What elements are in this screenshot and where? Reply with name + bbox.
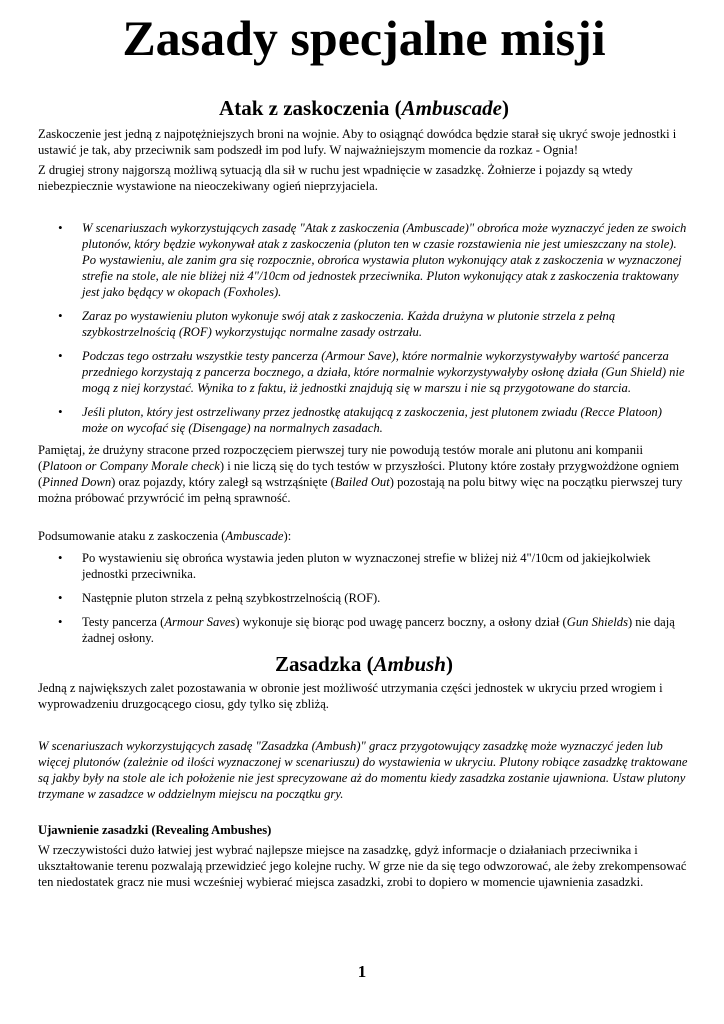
revealing-ambushes-heading: Ujawnienie zasadzki (Revealing Ambushes): [38, 823, 272, 837]
list-item: • Zaraz po wystawieniu pluton wykonuje swój atak z zaskoczenia. Każda drużyna w plutonie strzela z pełną szybkostrzelnością (ROF) wykorzystując normalne zasady ostrzału.: [58, 309, 616, 339]
list-item: • Jeśli pluton, który jest ostrzeliwany przez jednostkę atakującą z zaskoczenia, jest plutonem zwiadu (Recce Platoon) może on wycofać się (Disengage) na normalnych zasadach.: [58, 405, 662, 435]
section-heading-ambush: Zasadzka (Ambush): [275, 652, 453, 676]
morale-paragraph: Pamiętaj, że drużyny stracone przed rozpoczęciem pierwszej tury nie powodują testów morale ani plutonu ani kompanii (Platoon or Company Morale check) i nie liczą się do tych testów w przyszłości. Plutony które zostały przygwożdżone ogniem (Pinned Down) oraz pojazdy, który zaległ są wstrząśnięte (Bailed Out) pozostają na polu bitwy więc na początku pierwszej tury można próbować przywrócić im pełną sprawność.: [38, 443, 683, 505]
list-item: • Podczas tego ostrzału wszystkie testy pancerza (Armour Save), które normalnie wykorzystywałyby wartość pancerza przedniego korzystają z pancerza bocznego, a działa, które normalnie wykorzystywałyby osłonę działa (Gun Shield) nie mogą z niej korzystać. Wynika to z faktu, iż jednostki znajdują się w marszu i nie są przygotowane do starcia.: [58, 349, 685, 395]
revealing-ambushes-body: W rzeczywistości dużo łatwiej jest wybrać najlepsze miejsce na zasadzkę, gdyż informacje o działaniach przeciwnika i ukształtowanie terenu pozwalają przewidzieć jego kolejne ruchy. W grze nie da się tego odwzorować, ale żeby zrekompensować ten niedostatek gracz nie musi wcześniej wybierać miejsca zasadzki, zrobi to dopiero w momencie ujawnienia zasadzki.: [38, 843, 687, 889]
ambush-intro: Jedną z największych zalet pozostawania w obronie jest możliwość utrzymania części jednostek w ukryciu przed wrogiem i wyprowadzeniu druzgocącego ciosu, gdy tylko się zbliżą.: [38, 681, 663, 711]
list-item: • Testy pancerza (Armour Saves) wykonuje się biorąc pod uwagę pancerz boczny, a osłony dział (Gun Shields) nie dają żadnej osłony.: [58, 615, 675, 645]
list-item: • Następnie pluton strzela z pełną szybkostrzelnością (ROF).: [58, 591, 381, 605]
page-number: 1: [357, 962, 367, 981]
ambuscade-rules-list: [38, 220, 690, 436]
list-item: • Po wystawieniu się obrońca wystawia jeden pluton w wyznaczonej strefie w bliżej niż 4"/10cm od jakiejkolwiek jednostki przeciwnika.: [58, 551, 651, 581]
summary-heading: Podsumowanie ataku z zaskoczenia (Ambuscade):: [38, 529, 292, 543]
section-heading-ambuscade: Atak z zaskoczenia (Ambuscade): [219, 96, 509, 120]
summary-list: [38, 550, 690, 646]
ambush-rule: W scenariuszach wykorzystujących zasadę "Zasadzka (Ambush)" gracz przygotowujący zasadzkę może wyznaczyć jeden lub więcej plutonów (zależnie od ilości wyznaczonej w scenariuszu) do wystawienia w ukryciu. Plutony robiące zasadzkę traktowane są jakby były na stole ale ich położenie nie jest sprecyzowane aż do momentu kiedy zasadzka zostanie ujawniona. Ustaw plutony trzymane w zasadzce w oddzielnym miejscu na początku gry.: [38, 739, 688, 801]
ambuscade-intro-2: Z drugiej strony najgorszą możliwą sytuacją dla sił w ruchu jest wpadnięcie w zasadzkę. Żołnierze i pojazdy są wtedy niebezpiecznie wystawione na nieoczekiwany ogień nieprzyjaciela.: [38, 163, 633, 193]
ambuscade-intro-1: Zaskoczenie jest jedną z najpotężniejszych broni na wojnie. Aby to osiągnąć dowódca będzie starał się ukryć swoje jednostki i ustawić je tak, aby przeciwnik sam podszedł im pod lufy. W najważniejszym momencie da rozkaz - Ognia!: [38, 127, 677, 157]
list-item: • W scenariuszach wykorzystujących zasadę "Atak z zaskoczenia (Ambuscade)" obrońca może wyznaczyć jeden ze swoich plutonów, który będzie wykonywał atak z zaskoczenia (pluton ten w czasie rozstawienia nie jest umieszczany na stole). Po wystawieniu, ale zanim gra się rozpocznie, obrońca wystawia pluton wykonujący atak z zaskoczenia w wyznaczonej strefie na stole, ale nie bliżej niż 4"/10cm od jednostek przeciwnika. Pluton wykonujący atak z zaskoczenia traktowany jest jako będący w okopach (Foxholes).: [58, 221, 687, 299]
page-title: Zasady specjalne misji: [122, 10, 606, 66]
